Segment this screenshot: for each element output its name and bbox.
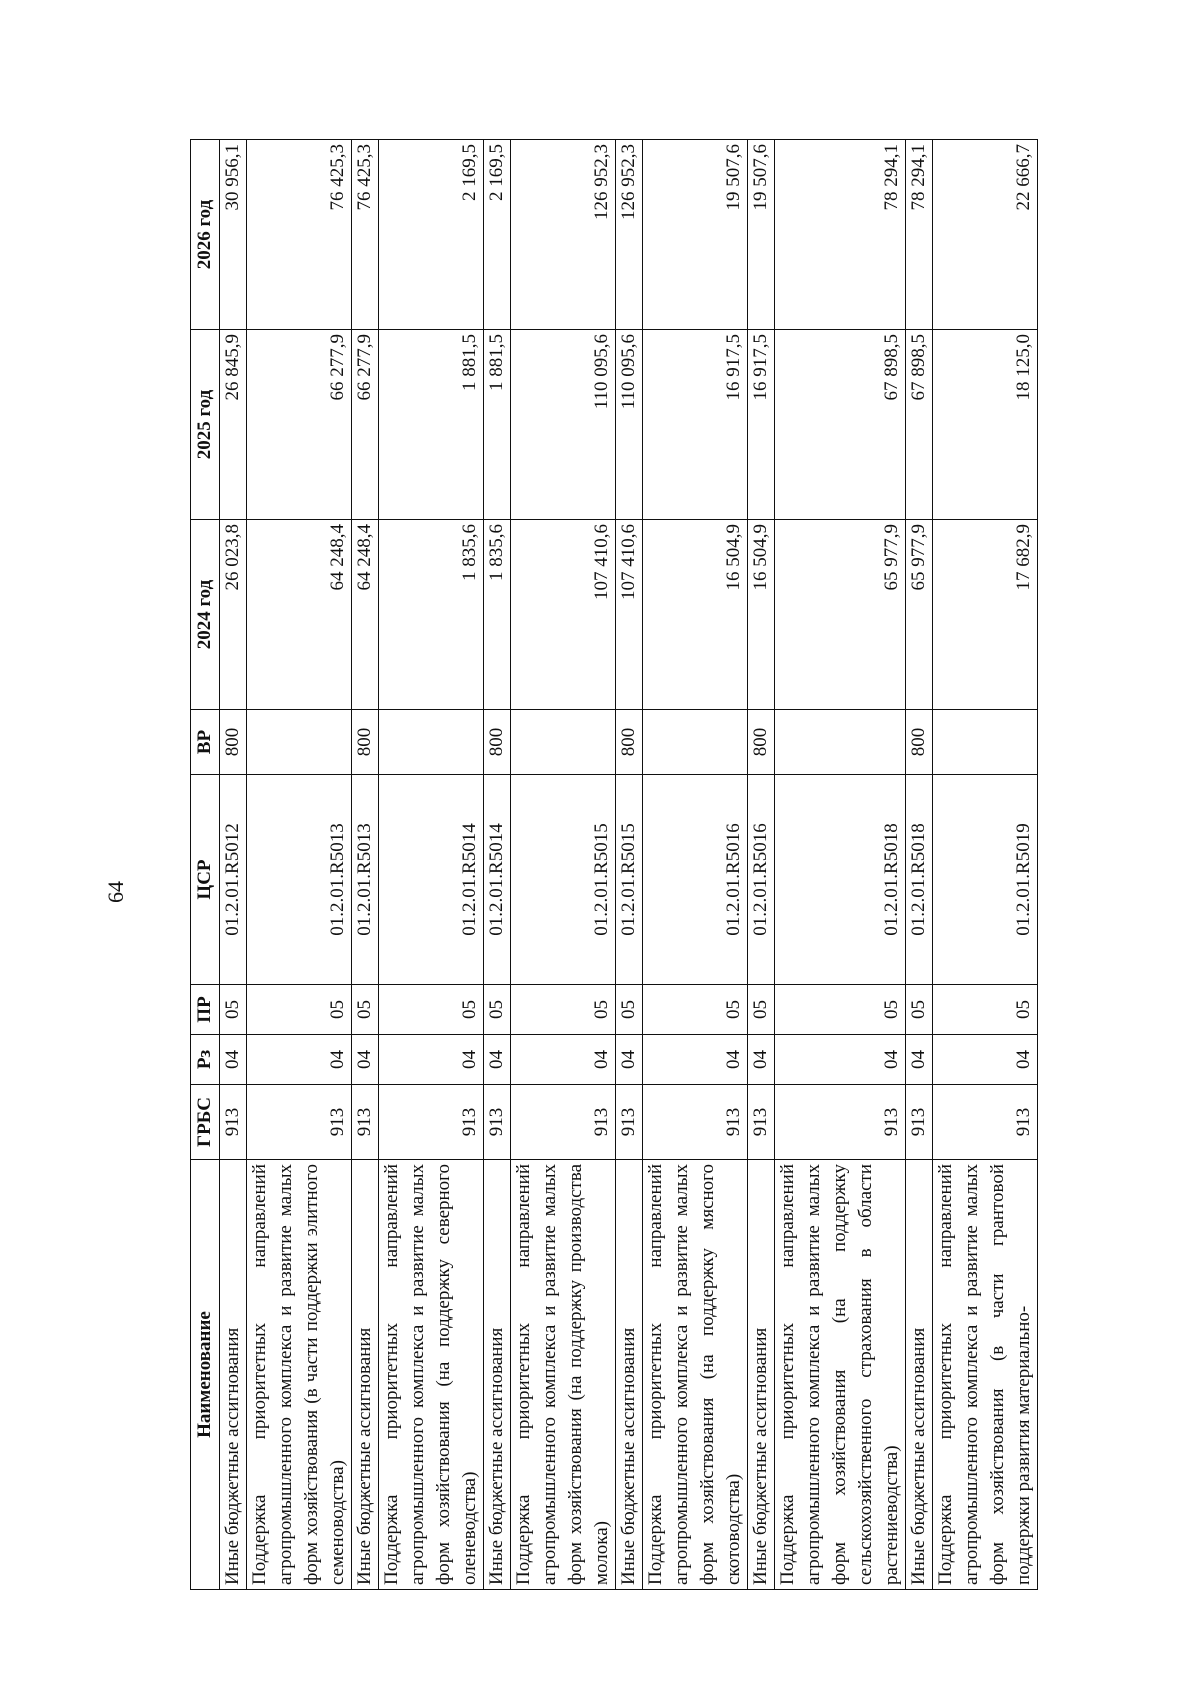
cell-csr: 01.2.01.R5018 — [906, 775, 933, 985]
cell-grbs: 913 — [220, 1085, 247, 1160]
cell-name: Поддержка приоритетных направлений агропромышленного комплекса и развитие малых форм хозяйствования (в части поддержки элитного семеноводства) — [247, 1160, 352, 1590]
cell-2025: 67 898,5 — [775, 330, 906, 520]
cell-2024: 17 682,9 — [933, 520, 1038, 710]
header-2026: 2026 год — [191, 140, 220, 330]
cell-2026: 76 425,3 — [352, 140, 379, 330]
cell-2026: 76 425,3 — [247, 140, 352, 330]
header-csr: ЦСР — [191, 775, 220, 985]
cell-2025: 66 277,9 — [247, 330, 352, 520]
cell-csr: 01.2.01.R5013 — [352, 775, 379, 985]
cell-vr: 800 — [906, 710, 933, 775]
cell-pr: 05 — [643, 985, 748, 1035]
cell-vr — [643, 710, 748, 775]
cell-csr: 01.2.01.R5014 — [379, 775, 484, 985]
cell-2024: 26 023,8 — [220, 520, 247, 710]
cell-csr: 01.2.01.R5019 — [933, 775, 1038, 985]
cell-grbs: 913 — [379, 1085, 484, 1160]
table-row — [247, 140, 352, 1590]
cell-2026: 22 666,7 — [933, 140, 1038, 330]
cell-rz: 04 — [933, 1035, 1038, 1085]
header-name: Наименование — [191, 1160, 220, 1590]
cell-pr: 05 — [484, 985, 511, 1035]
header-grbs: ГРБС — [191, 1085, 220, 1160]
cell-name: Поддержка приоритетных направлений агропромышленного комплекса и развитие малых форм хозяйствования (в части грантовой поддержки развития материально- — [933, 1160, 1038, 1590]
cell-vr — [933, 710, 1038, 775]
cell-2024: 1 835,6 — [484, 520, 511, 710]
table-row — [220, 140, 247, 1590]
cell-2026: 30 956,1 — [220, 140, 247, 330]
cell-grbs: 913 — [247, 1085, 352, 1160]
cell-2025: 110 095,6 — [511, 330, 616, 520]
cell-pr: 05 — [511, 985, 616, 1035]
cell-name: Иные бюджетные ассигнования — [484, 1160, 511, 1590]
cell-vr: 800 — [616, 710, 643, 775]
cell-2025: 26 845,9 — [220, 330, 247, 520]
cell-pr: 05 — [379, 985, 484, 1035]
cell-name: Поддержка приоритетных направлений агропромышленного комплекса и развитие малых форм хозяйствования (на поддержку северного оленеводства) — [379, 1160, 484, 1590]
table-row — [511, 140, 616, 1590]
cell-csr: 01.2.01.R5018 — [775, 775, 906, 985]
cell-pr: 05 — [906, 985, 933, 1035]
cell-2024: 65 977,9 — [906, 520, 933, 710]
cell-vr — [775, 710, 906, 775]
cell-rz: 04 — [748, 1035, 775, 1085]
header-2024: 2024 год — [191, 520, 220, 710]
cell-2026: 78 294,1 — [775, 140, 906, 330]
page-number: 64 — [103, 881, 128, 903]
cell-pr: 05 — [775, 985, 906, 1035]
cell-vr — [511, 710, 616, 775]
cell-rz: 04 — [247, 1035, 352, 1085]
cell-rz: 04 — [352, 1035, 379, 1085]
cell-grbs: 913 — [933, 1085, 1038, 1160]
cell-2024: 107 410,6 — [511, 520, 616, 710]
cell-2024: 16 504,9 — [748, 520, 775, 710]
cell-2024: 1 835,6 — [379, 520, 484, 710]
cell-pr: 05 — [247, 985, 352, 1035]
table-row — [352, 140, 379, 1590]
cell-2026: 78 294,1 — [906, 140, 933, 330]
cell-2025: 66 277,9 — [352, 330, 379, 520]
cell-2026: 19 507,6 — [643, 140, 748, 330]
cell-vr: 800 — [220, 710, 247, 775]
cell-2024: 65 977,9 — [775, 520, 906, 710]
cell-name: Иные бюджетные ассигнования — [220, 1160, 247, 1590]
cell-name: Поддержка приоритетных направлений агропромышленного комплекса и развитие малых форм хозяйствования (на поддержку сельскохозяйственного страхования в области растениеводства) — [775, 1160, 906, 1590]
cell-2026: 2 169,5 — [484, 140, 511, 330]
cell-csr: 01.2.01.R5015 — [511, 775, 616, 985]
budget-table — [190, 139, 1038, 1590]
table-row — [775, 140, 906, 1590]
cell-csr: 01.2.01.R5012 — [220, 775, 247, 985]
cell-pr: 05 — [616, 985, 643, 1035]
cell-rz: 04 — [511, 1035, 616, 1085]
cell-2026: 19 507,6 — [748, 140, 775, 330]
header-rz: Рз — [191, 1035, 220, 1085]
cell-2025: 1 881,5 — [484, 330, 511, 520]
cell-csr: 01.2.01.R5016 — [643, 775, 748, 985]
cell-grbs: 913 — [906, 1085, 933, 1160]
cell-grbs: 913 — [484, 1085, 511, 1160]
header-2025: 2025 год — [191, 330, 220, 520]
cell-rz: 04 — [616, 1035, 643, 1085]
table-row — [643, 140, 748, 1590]
budget-table-container — [190, 140, 1034, 1590]
table-row — [616, 140, 643, 1590]
cell-grbs: 913 — [775, 1085, 906, 1160]
cell-2026: 126 952,3 — [616, 140, 643, 330]
cell-csr: 01.2.01.R5013 — [247, 775, 352, 985]
table-row — [484, 140, 511, 1590]
cell-2025: 1 881,5 — [379, 330, 484, 520]
cell-rz: 04 — [220, 1035, 247, 1085]
cell-vr: 800 — [352, 710, 379, 775]
cell-vr — [247, 710, 352, 775]
cell-2024: 64 248,4 — [247, 520, 352, 710]
cell-2025: 18 125,0 — [933, 330, 1038, 520]
cell-grbs: 913 — [616, 1085, 643, 1160]
cell-pr: 05 — [933, 985, 1038, 1035]
cell-grbs: 913 — [352, 1085, 379, 1160]
cell-2024: 64 248,4 — [352, 520, 379, 710]
cell-grbs: 913 — [511, 1085, 616, 1160]
cell-csr: 01.2.01.R5016 — [748, 775, 775, 985]
cell-2026: 126 952,3 — [511, 140, 616, 330]
cell-rz: 04 — [906, 1035, 933, 1085]
cell-name: Иные бюджетные ассигнования — [906, 1160, 933, 1590]
cell-2026: 2 169,5 — [379, 140, 484, 330]
cell-rz: 04 — [775, 1035, 906, 1085]
cell-csr: 01.2.01.R5015 — [616, 775, 643, 985]
cell-grbs: 913 — [643, 1085, 748, 1160]
cell-rz: 04 — [379, 1035, 484, 1085]
cell-pr: 05 — [748, 985, 775, 1035]
table-row — [748, 140, 775, 1590]
cell-name: Иные бюджетные ассигнования — [616, 1160, 643, 1590]
cell-vr: 800 — [748, 710, 775, 775]
cell-2025: 16 917,5 — [643, 330, 748, 520]
cell-pr: 05 — [220, 985, 247, 1035]
cell-vr — [379, 710, 484, 775]
cell-2024: 16 504,9 — [643, 520, 748, 710]
table-header-row — [191, 140, 220, 1590]
cell-pr: 05 — [352, 985, 379, 1035]
cell-2025: 16 917,5 — [748, 330, 775, 520]
cell-rz: 04 — [643, 1035, 748, 1085]
header-vr: ВР — [191, 710, 220, 775]
cell-2024: 107 410,6 — [616, 520, 643, 710]
cell-grbs: 913 — [748, 1085, 775, 1160]
cell-vr: 800 — [484, 710, 511, 775]
cell-name: Поддержка приоритетных направлений агропромышленного комплекса и развитие малых форм хозяйствования (на поддержку производства молока) — [511, 1160, 616, 1590]
cell-2025: 110 095,6 — [616, 330, 643, 520]
table-row — [379, 140, 484, 1590]
cell-2025: 67 898,5 — [906, 330, 933, 520]
table-row — [906, 140, 933, 1590]
cell-name: Иные бюджетные ассигнования — [352, 1160, 379, 1590]
header-pr: ПР — [191, 985, 220, 1035]
cell-name: Поддержка приоритетных направлений агропромышленного комплекса и развитие малых форм хозяйствования (на поддержку мясного скотоводства) — [643, 1160, 748, 1590]
table-body — [220, 140, 1038, 1590]
cell-rz: 04 — [484, 1035, 511, 1085]
cell-csr: 01.2.01.R5014 — [484, 775, 511, 985]
cell-name: Иные бюджетные ассигнования — [748, 1160, 775, 1590]
table-row — [933, 140, 1038, 1590]
